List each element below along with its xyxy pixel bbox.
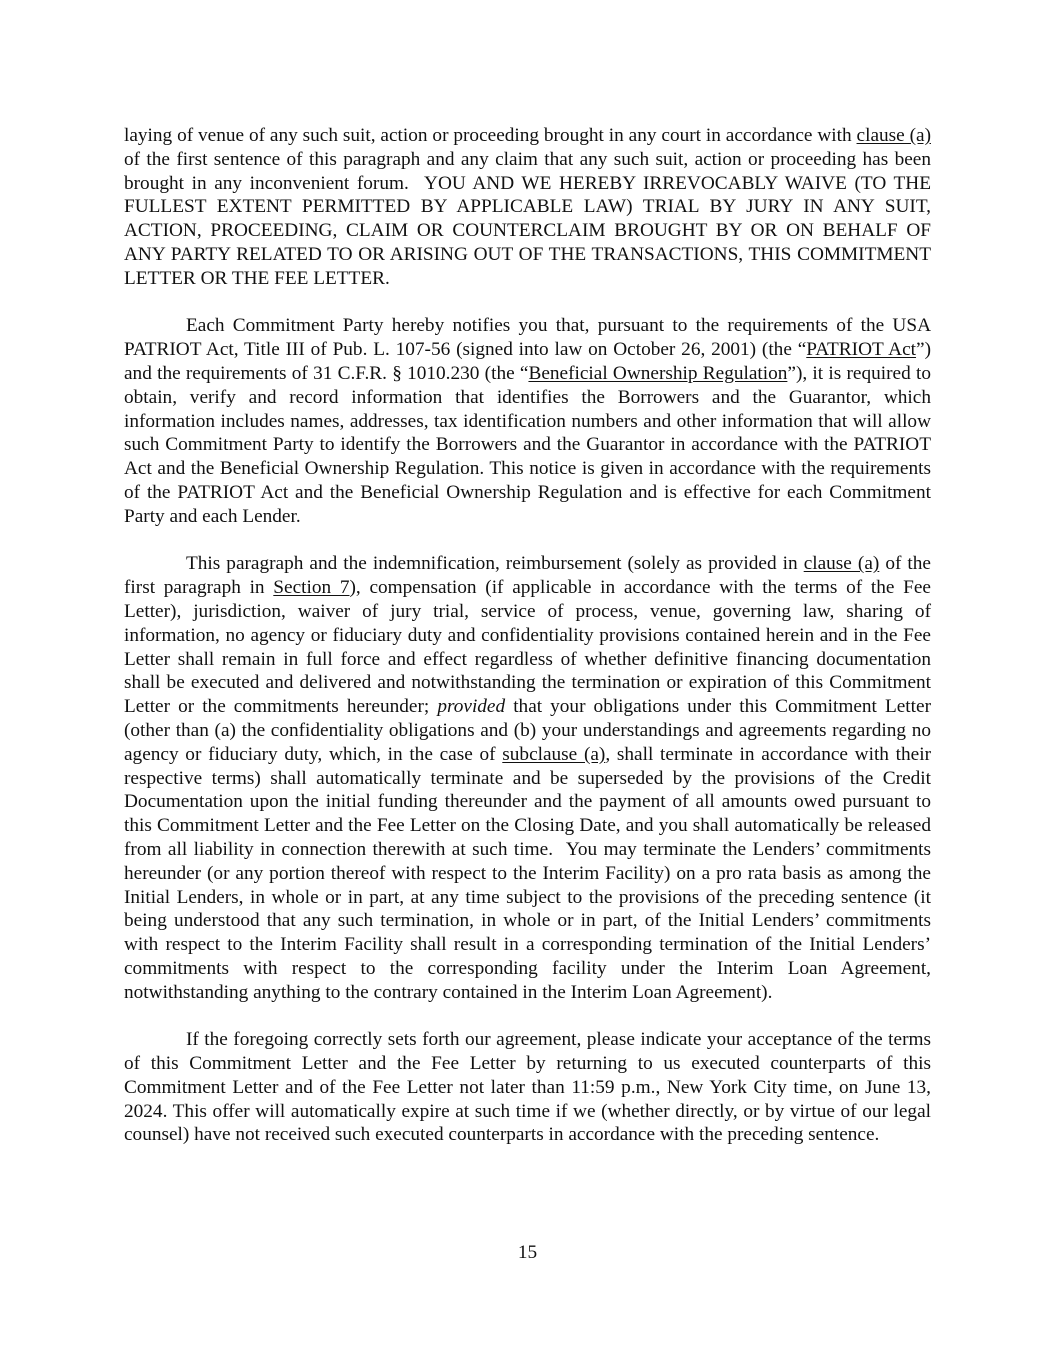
acceptance-text: If the foregoing correctly sets forth our agreement, please indicate your acceptance of the terms of this Commitment Letter and the Fee Letter by returning to us executed counterparts of this Commitment Letter and of the Fee Letter not later than 11:59 p.m., New York City time, on June 13, 2024. This offer will automatically expire at such time if we (whether directly, or by virtue of our legal counsel) have not received such executed counterparts in accordance with the preceding sentence. <box>124 1029 931 1146</box>
jury-waiver-text-2: of the first sentence of this paragraph and any claim that any such suit, action or proceeding has been brought in any inconvenient forum. YOU AND WE HEREBY IRREVOCABLY WAIVE (TO THE FULLEST EXTENT PERMITTED BY APPLICABLE LAW) TRIAL BY JURY IN ANY SUIT, ACTION, PROCEEDING, CLAIM OR COUNTERCLAIM BROUGHT BY OR ON BEHALF OF ANY PARTY RELATED TO OR ARISING OUT OF THE TRANSACTIONS, THIS COMMITMENT LETTER OR THE FEE LETTER. <box>124 148 931 289</box>
patriot-text-2: ”) and the requirements of 31 C.F.R. § 1010.230 (the “ <box>124 339 931 384</box>
survival-text-5: , shall terminate in accordance with their respective terms) shall automatically terminate and be superseded by the provisions of the Credit Documentation upon the initial funding thereunder and the payment of all amounts owed pursuant to this Commitment Letter and the Fee Letter on the Closing Date, and you shall automatically be released from all liability in connection therewith at such time. You may terminate the Lenders’ commitments hereunder (or any portion thereof with respect to the Interim Facility) on a pro rata basis as among the Initial Lenders, in whole or in part, at any time subject to the provisions of the preceding sentence (it being understood that any such termination, in whole or in part, of the Initial Lenders’ commitments with respect to the Interim Facility shall result in a corresponding termination of the Initial Lenders’ commitments with respect to the corresponding facility under the Interim Loan Agreement, notwithstanding anything to the contrary contained in the Interim Loan Agreement). <box>124 743 931 1003</box>
provided-term: provided <box>437 696 506 718</box>
patriot-text-1: Each Commitment Party hereby notifies you that, pursuant to the requirements of the USA PATRIOT Act, Title III of Pub. L. 107-56 (signed into law on October 26, 2001) (the “ <box>124 315 931 361</box>
survival-text-3: ), compensation (if applicable in accordance with the terms of the Fee Letter), jurisdiction, waiver of jury trial, service of process, venue, governing law, sharing of information, no agency or fiduciary duty and confidentiality provisions contained herein and in the Fee Letter shall remain in full force and effect regardless of whether definitive financing documentation shall be executed and delivered and notwithstanding the termination or expiration of this Commitment Letter or the commitments hereunder; <box>124 577 931 718</box>
survival-text-2: of the first paragraph in <box>124 553 931 599</box>
paragraph-patriot-act <box>124 314 931 528</box>
patriot-text-3: ”), it is required to obtain, verify and record information that identifies the Borrowers and the Guarantor, which information includes names, addresses, tax identification numbers and other information that will allow such Commitment Party to identify the Borrowers and the Guarantor in accordance with the PATRIOT Act and the Beneficial Ownership Regulation. This notice is given in accordance with the requirements of the PATRIOT Act and the Beneficial Ownership Regulation and is effective for each Commitment Party and each Lender. <box>124 362 931 527</box>
paragraph-survival <box>124 552 931 1004</box>
jury-waiver-text-1: laying of venue of any such suit, action or proceeding brought in any court in accordance with <box>124 125 857 146</box>
paragraph-acceptance <box>124 1028 931 1147</box>
clause-a-reference: clause (a) <box>856 125 931 146</box>
document-body <box>124 124 931 1171</box>
section-7-reference: Section 7 <box>273 577 350 599</box>
clause-a-reference-2: clause (a) <box>803 553 880 575</box>
paragraph-jury-waiver <box>124 124 931 291</box>
beneficial-ownership-term: Beneficial Ownership Regulation <box>528 362 788 384</box>
survival-text-4: that your obligations under this Commitment Letter (other than (a) the confidentiality obligations and (b) your understandings and agreements regarding no agency or fiduciary duty, which, in the case of <box>124 696 931 765</box>
subclause-a-reference: subclause (a) <box>502 743 606 765</box>
page-number: 15 <box>517 1242 538 1263</box>
survival-text-1: This paragraph and the indemnification, reimbursement (solely as provided in <box>186 553 804 575</box>
patriot-act-term: PATRIOT Act <box>806 339 917 361</box>
